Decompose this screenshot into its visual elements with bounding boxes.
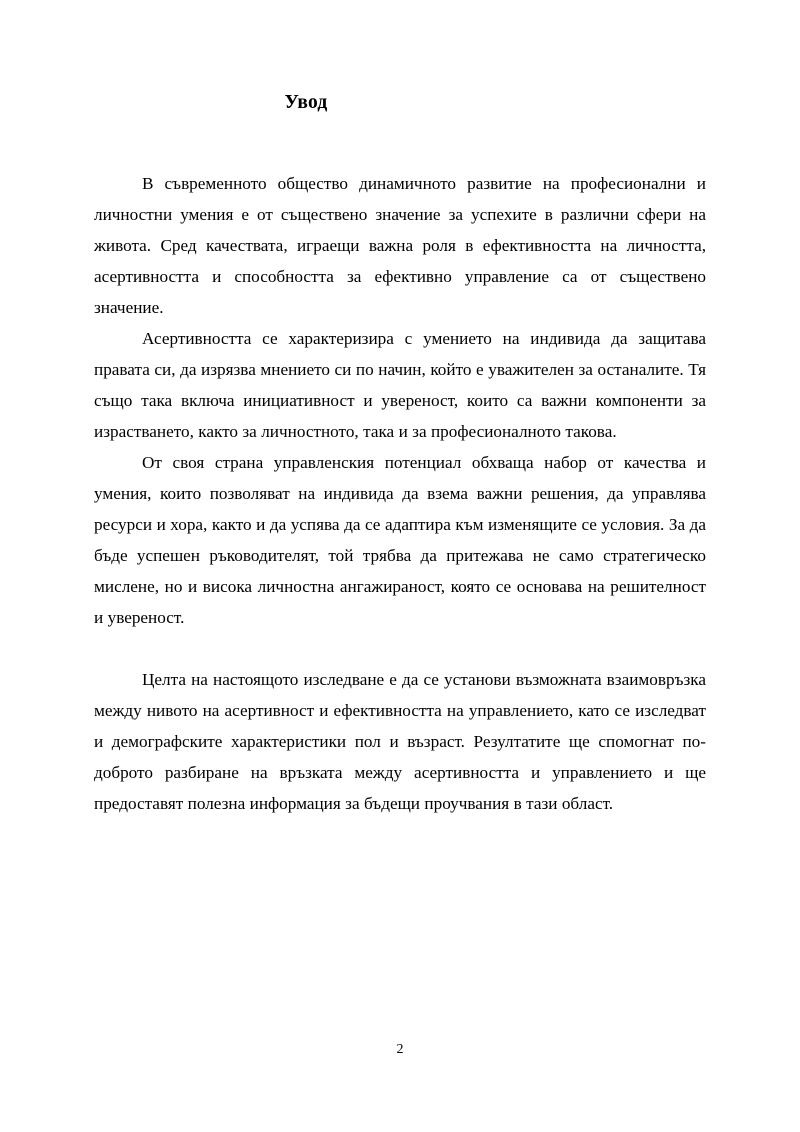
page-title: Увод	[284, 92, 328, 113]
body-text-block	[94, 168, 706, 819]
paragraph-4: Целта на настоящото изследване е да се установи възможната взаимовръзка между нивото на асертивност и ефективността на управлението, като се изследват и демографските характеристики пол и възраст. Резултатите ще спомогнат по-доброто разбиране на връзката между асертивността и управлението и ще предоставят полезна информация за бъдещи проучвания в тази област.	[94, 670, 706, 813]
paragraph-3: От своя страна управленския потенциал обхваща набор от качества и умения, които позволяват на индивида да взема важни решения, да управлява ресурси и хора, както и да успява да се адаптира към изменящите се условия. За да бъде успешен ръководителят, той трябва да притежава не само стратегическо мислене, но и висока личностна ангажираност, която се основава на решителност и увереност.	[94, 453, 706, 627]
paragraph-1: В съвременното общество динамичното развитие на професионални и личностни умения е от съществено значение за успехите в различни сфери на живота. Сред качествата, играещи важна роля в ефективността на личността, асертивността и способността за ефективно управление са от съществено значение.	[94, 174, 706, 317]
page-number: 2	[396, 1042, 404, 1057]
paragraph-2: Асертивността се характеризира с умението на индивида да защитава правата си, да изрязва мнението си по начин, който е уважителен за останалите. Тя също така включа инициативност и увереност, които са важни компоненти за израстването, както за личностното, така и за професионалното такова.	[94, 329, 706, 441]
